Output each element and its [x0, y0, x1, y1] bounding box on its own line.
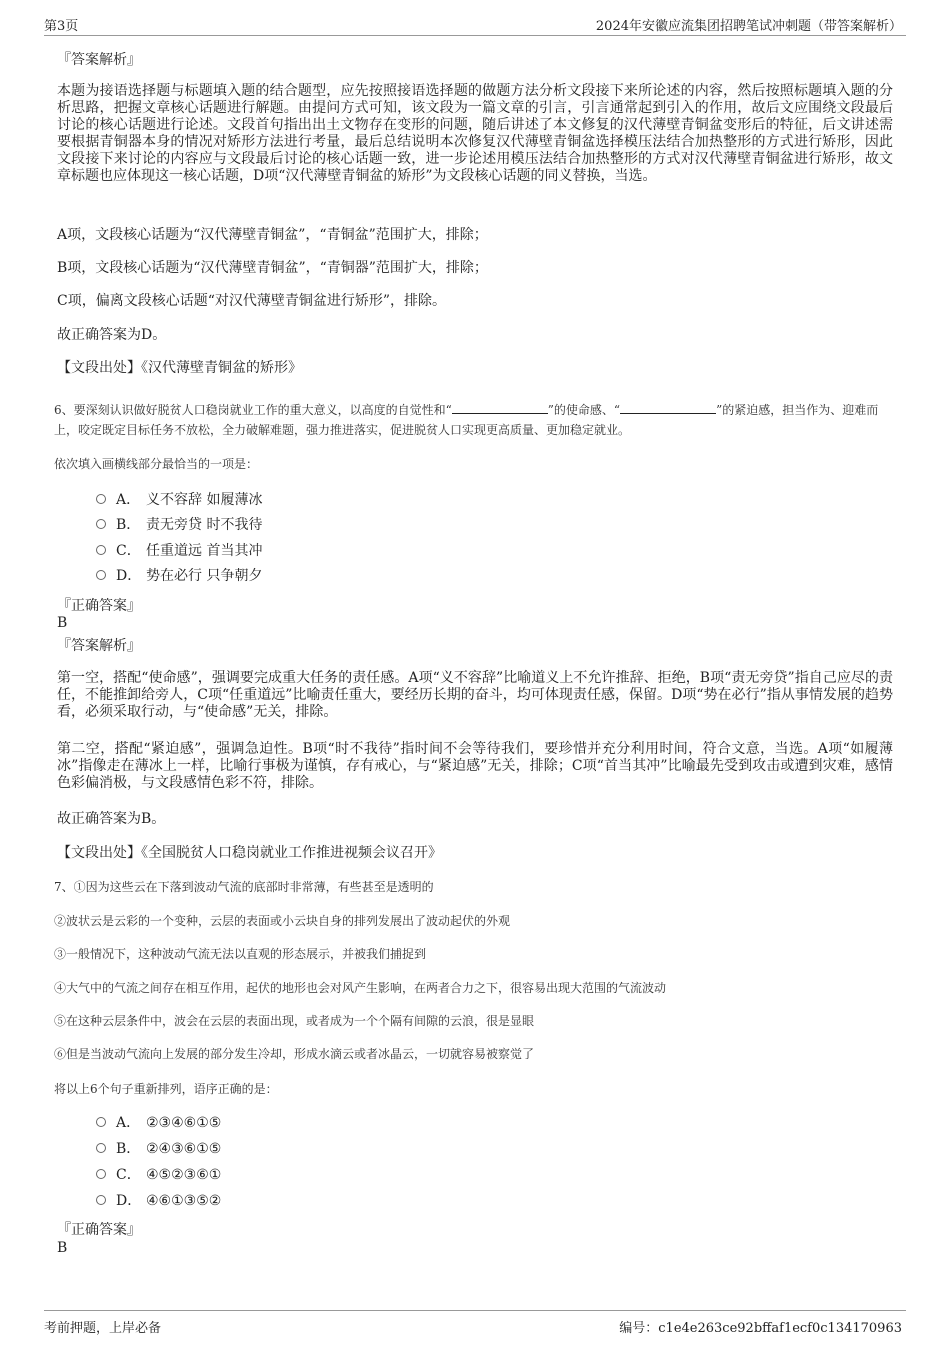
option-letter: C． [116, 543, 141, 559]
q7-option-b[interactable] [96, 1140, 221, 1158]
option-letter: A． [116, 492, 141, 508]
q6-source-title: 《全国脱贫人口稳岗就业工作推进视频会议召开》 [141, 845, 442, 861]
q5-source [57, 360, 897, 377]
option-text: 义不容辞 如履薄冰 [146, 492, 263, 508]
q6-option-a[interactable] [96, 491, 262, 509]
q6-blank-2 [620, 401, 716, 414]
option-text: ④⑥①③⑤② [146, 1193, 222, 1209]
radio-button-icon[interactable] [96, 1195, 106, 1205]
radio-button-icon[interactable] [96, 1117, 106, 1127]
option-text: 责无旁贷 时不我待 [146, 517, 263, 533]
q6-option-c[interactable] [96, 542, 262, 560]
footer-slogan: 考前押题，上岸必备 [44, 1321, 162, 1336]
q7-sentence-5: ⑤在这种云层条件中，波会在云层的表面出现，或者成为一个个隔有间隙的云浪，很是显眼 [54, 1014, 535, 1028]
q6-stem [54, 400, 896, 440]
q7-sentence-1: 7、①因为这些云在下落到波动气流的底部时非常薄，有些甚至是透明的 [54, 880, 434, 894]
q6-conclusion: 故正确答案为B。 [57, 811, 166, 827]
option-text: 势在必行 只争朝夕 [146, 568, 263, 584]
radio-button-icon[interactable] [96, 1143, 106, 1153]
q6-stem-part3: ”的紧迫感，担当作为、迎难而上，咬定既定目标任务不放松，全力破解难题，强力推进落实，促进脱贫人口实现更高质量、更加稳定就业。 [54, 403, 879, 437]
q6-source-label: 【文段出处】 [57, 845, 141, 861]
q5-analysis-paragraph: 本题为接语选择题与标题填入题的结合题型，应先按照接语选择题的做题方法分析文段接下来所论述的内容，然后按照标题填入题的分析思路，把握文章核心话题进行解题。由提问方式可知，该文段为一篇文章的引言，引言通常起到引入的作用，故后文应围绕文段最后讨论的核心话题进行论述。文段首句指出出土文物存在变形的问题，随后讲述了本文修复的汉代薄壁青铜盆变形后的特征，后文讲述需要根据青铜器本身的情况对矫形方法进行考量，最后总结说明本次修复汉代薄壁青铜盆选择模压法结合加热整形的方式进行矫形，因此文段接下来讨论的内容应与文段最后讨论的核心话题一致，进一步论述用模压法结合加热整形的方式对汉代薄壁青铜盆进行矫形，故文章标题也应体现这一核心话题，D项“汉代薄壁青铜盆的矫形”为文段核心话题的同义替换，当选。 [57, 83, 893, 184]
option-letter: C． [116, 1167, 141, 1183]
q7-sentence-3: ③一般情况下，这种波动气流无法以直观的形态展示，并被我们捕捉到 [54, 947, 427, 961]
option-letter: A． [116, 1115, 141, 1131]
q6-option-d[interactable] [96, 567, 262, 585]
q7-answer: B [57, 1240, 68, 1256]
q6-blank-1 [452, 401, 548, 414]
option-letter: D． [116, 568, 142, 584]
option-text: ②③④⑥①⑤ [146, 1115, 222, 1131]
q7-prompt: 将以上6个句子重新排列，语序正确的是： [54, 1082, 278, 1096]
q5-analysis-label: 『答案解析』 [57, 52, 141, 68]
page-header [44, 13, 906, 36]
q6-option-b[interactable] [96, 516, 262, 534]
radio-button-icon[interactable] [96, 519, 106, 529]
q5-option-c-analysis: C项，偏离文段核心话题“对汉代薄壁青铜盆进行矫形”，排除。 [57, 293, 447, 309]
q6-analysis-p1: 第一空，搭配“使命感”，强调要完成重大任务的责任感。A项“义不容辞”比喻道义上不允许推辞、拒绝，B项“责无旁贷”指自己应尽的责任，不能推卸给旁人，C项“任重道远”比喻责任重大，要经历长期的奋斗，均可体现责任感，保留。D项“势在必行”指从事情发展的趋势看，必须采取行动，与“使命感”无关，排除。 [57, 670, 893, 720]
option-text: ②④③⑥①⑤ [146, 1141, 222, 1157]
document-title: 2024年安徽应流集团招聘笔试冲刺题（带答案解析） [595, 19, 902, 34]
option-letter: B． [116, 517, 141, 533]
q5-source-title: 《汉代薄壁青铜盆的矫形》 [141, 360, 302, 376]
q7-option-a[interactable] [96, 1114, 221, 1132]
q5-source-label: 【文段出处】 [57, 360, 141, 376]
q6-analysis-label: 『答案解析』 [57, 638, 141, 654]
q6-analysis-p2: 第二空，搭配“紧迫感”，强调急迫性。B项“时不我待”指时间不会等待我们，要珍惜并充分利用时间，符合文意，当选。A项“如履薄冰”指像走在薄冰上一样，比喻行事极为谨慎，存有戒心，与“紧迫感”无关，排除；C项“首当其冲”比喻最先受到攻击或遭到灾难，感情色彩偏消极，与文段感情色彩不符，排除。 [57, 741, 893, 791]
q6-stem-part1: 6、要深刻认识做好脱贫人口稳岗就业工作的重大意义，以高度的自觉性和“ [54, 403, 452, 417]
q7-option-d[interactable] [96, 1192, 221, 1210]
q6-prompt: 依次填入画横线部分最恰当的一项是： [54, 457, 259, 471]
radio-button-icon[interactable] [96, 570, 106, 580]
radio-button-icon[interactable] [96, 1169, 106, 1179]
radio-button-icon[interactable] [96, 545, 106, 555]
q6-answer: B [57, 615, 68, 631]
q5-conclusion: 故正确答案为D。 [57, 327, 167, 343]
page-number: 第3页 [44, 19, 79, 34]
page-footer [44, 1310, 906, 1335]
q7-sentence-2: ②波状云是云彩的一个变种，云层的表面或小云块自身的排列发展出了波动起伏的外观 [54, 914, 511, 928]
option-text: 任重道远 首当其冲 [146, 543, 263, 559]
radio-button-icon[interactable] [96, 494, 106, 504]
q5-option-a-analysis: A项，文段核心话题为“汉代薄壁青铜盆”，“青铜盆”范围扩大，排除； [57, 227, 488, 243]
option-letter: D． [116, 1193, 142, 1209]
q6-source [57, 845, 897, 862]
q7-sentence-4: ④大气中的气流之间存在相互作用，起伏的地形也会对风产生影响，在两者合力之下，很容易出现大范围的气流波动 [54, 981, 667, 995]
option-letter: B． [116, 1141, 141, 1157]
option-text: ④⑤②③⑥① [146, 1167, 222, 1183]
q6-stem-part2: ”的使命感、“ [547, 403, 621, 417]
q5-option-b-analysis: B项，文段核心话题为“汉代薄壁青铜盆”，“青铜器”范围扩大，排除； [57, 260, 488, 276]
document-id: 编号：c1e4e263ce92bffaf1ecf0c134170963 [619, 1321, 902, 1336]
q7-answer-label: 『正确答案』 [57, 1222, 141, 1238]
q6-answer-label: 『正确答案』 [57, 598, 141, 614]
q7-option-c[interactable] [96, 1166, 221, 1184]
q7-sentence-6: ⑥但是当波动气流向上发展的部分发生冷却，形成水滴云或者冰晶云，一切就容易被察觉了 [54, 1047, 535, 1061]
